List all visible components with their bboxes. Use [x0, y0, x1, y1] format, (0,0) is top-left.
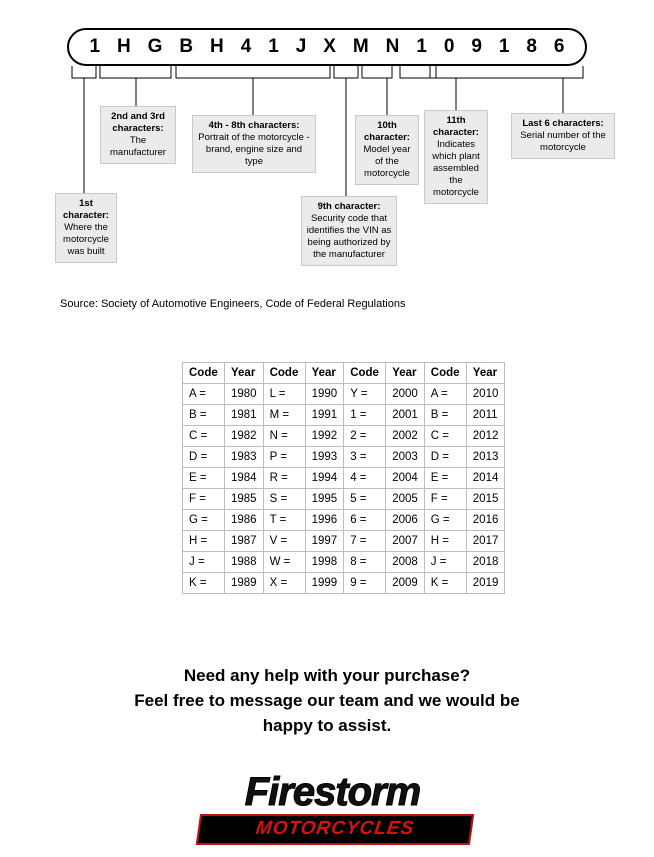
logo-subtitle: MOTORCYCLES [196, 814, 474, 845]
callout-body: The manufacturer [110, 135, 166, 158]
cell-code: 8 = [344, 552, 386, 573]
cell-year: 1983 [225, 447, 264, 468]
cell-year: 1986 [225, 510, 264, 531]
vin-char: 0 [443, 36, 455, 57]
cell-year: 2010 [466, 384, 505, 405]
vin-char: X [323, 36, 336, 57]
cell-code: 4 = [344, 468, 386, 489]
cell-year: 2014 [466, 468, 505, 489]
cell-code: W = [263, 552, 305, 573]
column-header: Code [344, 363, 386, 384]
help-message [0, 663, 654, 738]
callout-9th-character [301, 196, 397, 266]
vin-char: 1 [268, 36, 279, 57]
cell-year: 1984 [225, 468, 264, 489]
callout-title: 2nd and 3rd characters: [111, 111, 165, 134]
cell-code: 1 = [344, 405, 386, 426]
cell-code: A = [424, 384, 466, 405]
cell-code: C = [424, 426, 466, 447]
cell-code: E = [183, 468, 225, 489]
cell-year: 2004 [386, 468, 425, 489]
table-header-row [183, 363, 505, 384]
vin-char: N [385, 36, 400, 57]
cell-code: V = [263, 531, 305, 552]
column-header: Year [466, 363, 505, 384]
vin-char: 1 [89, 36, 101, 57]
cell-year: 1987 [225, 531, 264, 552]
table-row [183, 552, 505, 573]
cell-year: 1980 [225, 384, 264, 405]
callout-title: 9th character: [317, 201, 381, 212]
cell-year: 1992 [305, 426, 344, 447]
callout-title: 4th - 8th characters: [208, 120, 300, 131]
cell-code: T = [263, 510, 305, 531]
cell-year: 1993 [305, 447, 344, 468]
callout-2nd-3rd-characters [100, 106, 176, 164]
cell-code: B = [424, 405, 466, 426]
column-header: Code [183, 363, 225, 384]
cell-code: J = [183, 552, 225, 573]
callout-body: Indicates which plant assembled the motorcycle [432, 139, 480, 198]
cell-code: X = [263, 573, 305, 594]
cell-year: 2017 [466, 531, 505, 552]
callout-body: Serial number of the motorcycle [520, 130, 606, 153]
firestorm-logo [160, 770, 505, 848]
vin-char: H [210, 36, 224, 57]
column-header: Year [305, 363, 344, 384]
table-row [183, 447, 505, 468]
table-row [183, 426, 505, 447]
callout-10th-character [355, 115, 419, 185]
vin-char: 9 [471, 36, 482, 57]
callout-1st-character [55, 193, 117, 263]
cell-year: 1982 [225, 426, 264, 447]
cell-code: S = [263, 489, 305, 510]
cell-code: G = [183, 510, 225, 531]
column-header: Year [386, 363, 425, 384]
cell-code: R = [263, 468, 305, 489]
vin-char: 6 [553, 36, 565, 57]
table-row [183, 531, 505, 552]
callout-body: Security code that identifies the VIN as being authorized by the manufacturer [306, 213, 392, 260]
model-year-code-table [182, 362, 505, 594]
cell-code: J = [424, 552, 466, 573]
cell-year: 1989 [225, 573, 264, 594]
cell-code: D = [183, 447, 225, 468]
vin-char: 1 [416, 36, 427, 57]
cell-year: 1999 [305, 573, 344, 594]
vin-char: 4 [240, 36, 252, 57]
column-header: Code [263, 363, 305, 384]
cell-year: 2018 [466, 552, 505, 573]
cell-year: 1998 [305, 552, 344, 573]
cell-year: 1997 [305, 531, 344, 552]
cell-year: 1995 [305, 489, 344, 510]
cell-year: 2007 [386, 531, 425, 552]
cell-code: L = [263, 384, 305, 405]
cell-year: 2012 [466, 426, 505, 447]
vin-char: H [116, 36, 131, 57]
cell-year: 2000 [386, 384, 425, 405]
vin-characters-box [67, 28, 587, 66]
cell-year: 1990 [305, 384, 344, 405]
vin-char: B [179, 36, 194, 57]
cell-code: B = [183, 405, 225, 426]
table-row [183, 468, 505, 489]
callout-4th-8th-characters [192, 115, 316, 173]
cell-code: P = [263, 447, 305, 468]
help-line-2: Feel free to message our team and we would be [134, 691, 520, 710]
vin-diagram [67, 28, 587, 66]
cell-code: 7 = [344, 531, 386, 552]
callout-last-6-characters [511, 113, 615, 159]
cell-year: 2019 [466, 573, 505, 594]
cell-year: 2006 [386, 510, 425, 531]
callout-body: Model year of the motorcycle [363, 144, 411, 179]
table-row [183, 384, 505, 405]
callout-title: 1st character: [63, 198, 109, 221]
cell-code: 9 = [344, 573, 386, 594]
cell-code: 3 = [344, 447, 386, 468]
logo-wordmark: Firestorm [244, 770, 421, 814]
callout-title: Last 6 characters: [522, 118, 604, 129]
column-header: Year [225, 363, 264, 384]
cell-year: 1981 [225, 405, 264, 426]
cell-year: 1994 [305, 468, 344, 489]
source-credit: Source: Society of Automotive Engineers, Code of Federal Regulations [60, 298, 406, 310]
vin-char: G [147, 36, 163, 57]
cell-code: Y = [344, 384, 386, 405]
cell-code: A = [183, 384, 225, 405]
cell-year: 2009 [386, 573, 425, 594]
cell-code: 6 = [344, 510, 386, 531]
callout-body: Portrait of the motorcycle - brand, engine size and type [198, 132, 310, 167]
cell-code: N = [263, 426, 305, 447]
vin-char: 8 [526, 36, 537, 57]
vin-char: J [295, 36, 307, 57]
cell-code: K = [424, 573, 466, 594]
callout-11th-character [424, 110, 488, 204]
cell-year: 1988 [225, 552, 264, 573]
table-row [183, 510, 505, 531]
cell-code: M = [263, 405, 305, 426]
cell-code: C = [183, 426, 225, 447]
cell-year: 2008 [386, 552, 425, 573]
cell-year: 2002 [386, 426, 425, 447]
cell-code: G = [424, 510, 466, 531]
vin-char: 1 [498, 36, 510, 57]
help-line-1: Need any help with your purchase? [183, 666, 471, 685]
callout-title: 10th character: [364, 120, 410, 143]
cell-year: 2013 [466, 447, 505, 468]
cell-year: 2015 [466, 489, 505, 510]
cell-code: F = [183, 489, 225, 510]
cell-year: 2005 [386, 489, 425, 510]
table-row [183, 489, 505, 510]
cell-year: 2001 [386, 405, 425, 426]
callout-body: Where the motorcycle was built [63, 222, 109, 257]
vin-char: M [352, 36, 369, 57]
help-line-3: happy to assist. [262, 716, 392, 735]
table-row [183, 405, 505, 426]
cell-year: 1991 [305, 405, 344, 426]
table-row [183, 573, 505, 594]
column-header: Code [424, 363, 466, 384]
cell-code: D = [424, 447, 466, 468]
cell-code: H = [183, 531, 225, 552]
cell-year: 2016 [466, 510, 505, 531]
cell-code: 2 = [344, 426, 386, 447]
cell-code: K = [183, 573, 225, 594]
cell-code: E = [424, 468, 466, 489]
cell-year: 2011 [466, 405, 505, 426]
cell-year: 2003 [386, 447, 425, 468]
cell-year: 1996 [305, 510, 344, 531]
cell-code: F = [424, 489, 466, 510]
callout-title: 11th character: [433, 115, 479, 138]
cell-code: H = [424, 531, 466, 552]
cell-code: 5 = [344, 489, 386, 510]
cell-year: 1985 [225, 489, 264, 510]
